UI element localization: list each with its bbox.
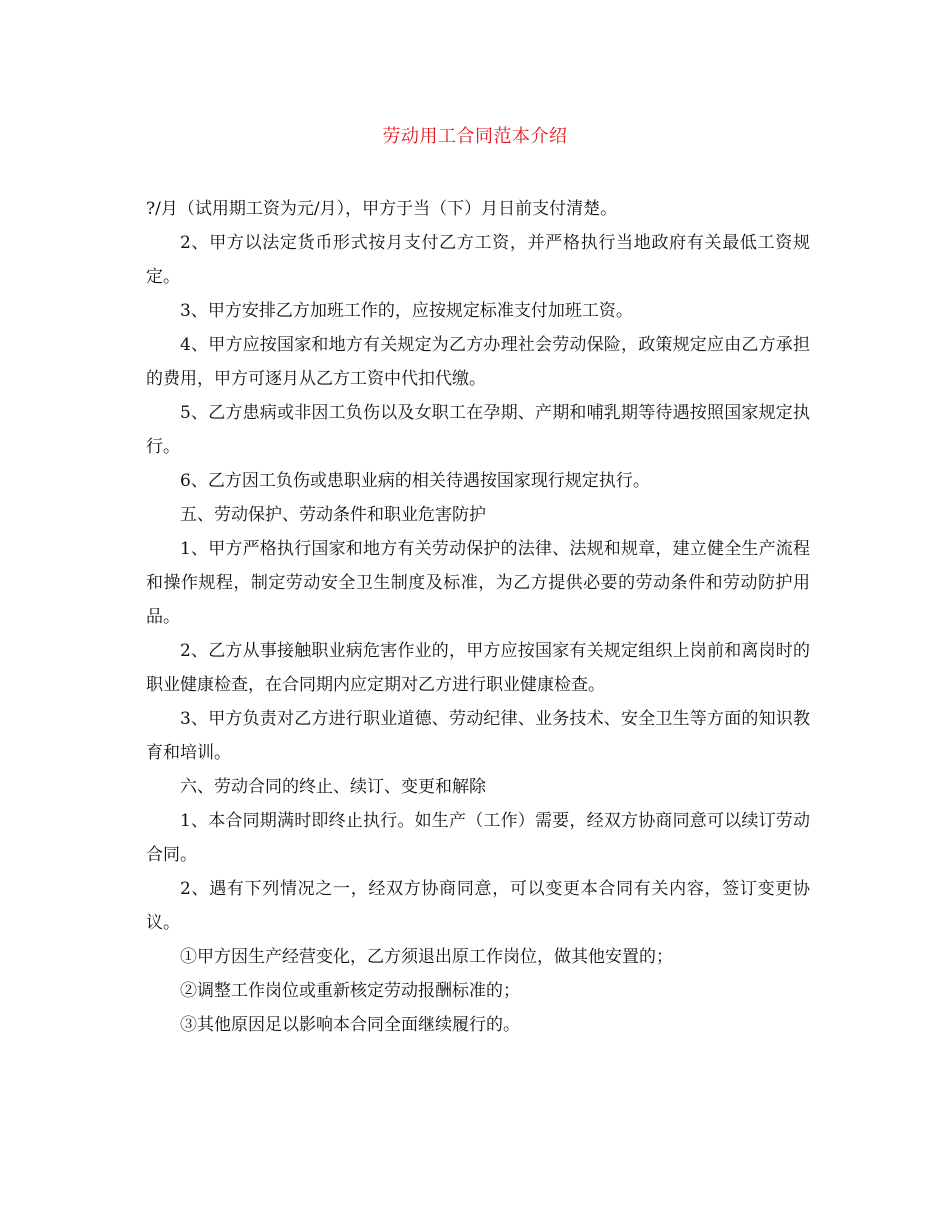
paragraph-item-2-currency: 2、甲方以法定货币形式按月支付乙方工资，并严格执行当地政府有关最低工资规定。 <box>146 233 810 287</box>
paragraph-item-5-sick-leave: 5、乙方患病或非因工负伤以及女职工在孕期、产期和哺乳期等待遇按照国家规定执行。 <box>146 403 810 457</box>
paragraph-termination-1: 1、本合同期满时即终止执行。如生产（工作）需要，经双方协商同意可以续订劳动合同。 <box>146 811 810 865</box>
list-item-circle-1: ①甲方因生产经营变化，乙方须退出原工作岗位，做其他安置的； <box>180 947 673 967</box>
paragraph-protection-2: 2、乙方从事接触职业病危害作业的，甲方应按国家有关规定组织上岗前和离岗时的职业健康检查，在合同期内应定期对乙方进行职业健康检查。 <box>146 641 810 695</box>
paragraph-protection-3: 3、甲方负责对乙方进行职业道德、劳动纪律、业务技术、安全卫生等方面的知识教育和培训。 <box>146 709 810 763</box>
paragraph-item-6-injury: 6、乙方因工负伤或患职业病的相关待遇按国家现行规定执行。 <box>180 471 650 491</box>
section-heading-5: 五、劳动保护、劳动条件和职业危害防护 <box>180 505 486 525</box>
document-title: 劳动用工合同范本介绍 <box>382 126 568 147</box>
list-item-circle-3: ③其他原因足以影响本合同全面继续履行的。 <box>180 1015 520 1035</box>
paragraph-item-4-insurance: 4、甲方应按国家和地方有关规定为乙方办理社会劳动保险，政策规定应由乙方承担的费用，甲方可逐月从乙方工资中代扣代缴。 <box>146 335 810 389</box>
section-heading-6: 六、劳动合同的终止、续订、变更和解除 <box>180 777 486 797</box>
document-body <box>146 192 810 1042</box>
paragraph-wage-payment: ?/月（试用期工资为元/月），甲方于当（下）月日前支付清楚。 <box>146 199 618 219</box>
paragraph-termination-2: 2、遇有下列情况之一，经双方协商同意，可以变更本合同有关内容，签订变更协议。 <box>146 879 810 933</box>
paragraph-item-3-overtime: 3、甲方安排乙方加班工作的，应按规定标准支付加班工资。 <box>180 301 633 321</box>
list-item-circle-2: ②调整工作岗位或重新核定劳动报酬标准的； <box>180 981 520 1001</box>
paragraph-protection-1: 1、甲方严格执行国家和地方有关劳动保护的法律、法规和规章，建立健全生产流程和操作规程，制定劳动安全卫生制度及标准，为乙方提供必要的劳动条件和劳动防护用品。 <box>146 539 810 627</box>
